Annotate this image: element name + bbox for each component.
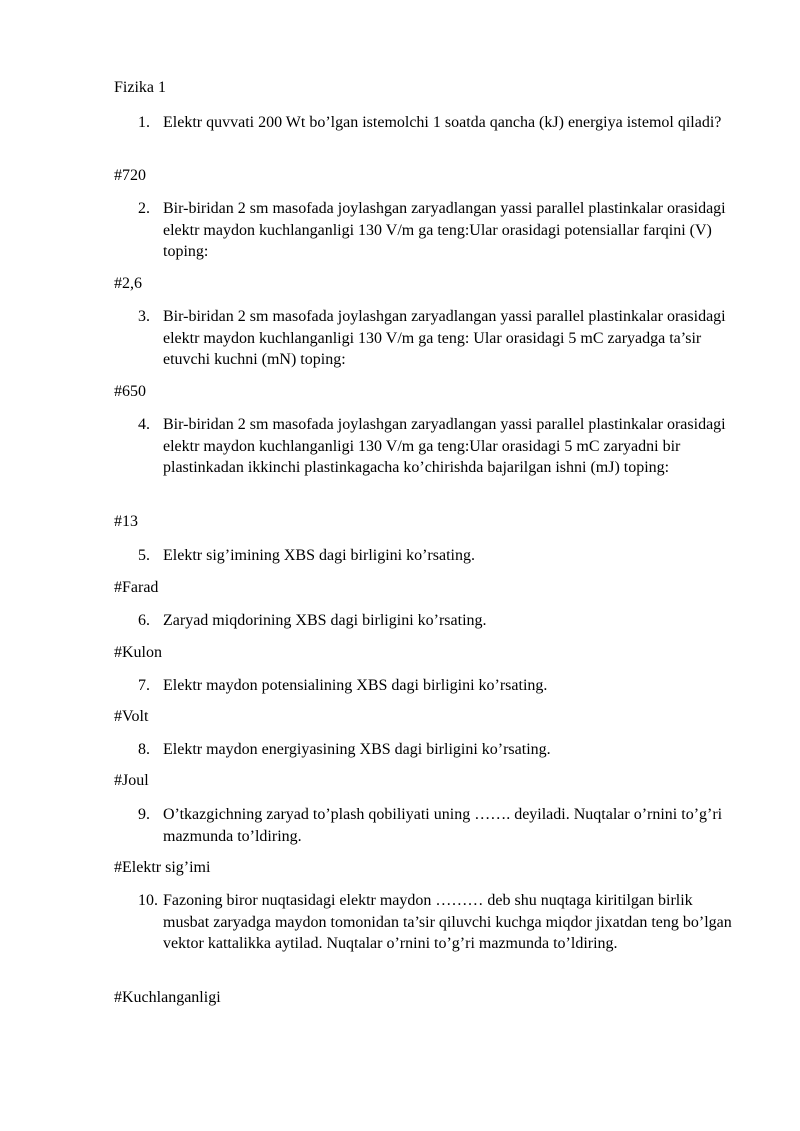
question-number: 6. (138, 612, 150, 629)
question-number: 2. (138, 200, 150, 217)
answer-text: #720 (114, 167, 146, 184)
answer-text: #Elektr sig’imi (114, 859, 211, 876)
answer-text: #Kulon (114, 644, 162, 661)
answer-text: #650 (114, 383, 146, 400)
question-item (138, 414, 738, 479)
question-text: Bir-biridan 2 sm masofada joylashgan zaryadlangan yassi parallel plastinkalar orasidagi elektr maydon kuchlanganligi 130 V/m ga teng: Ular orasidagi 5 mC zaryadga ta’sir etuvchi kuchni (mN) toping: (163, 308, 726, 368)
question-text: Zaryad miqdorining XBS dagi birligini ko’rsating. (163, 612, 487, 629)
answer-text: #Volt (114, 708, 149, 725)
question-item (138, 306, 738, 371)
question-item (138, 545, 738, 567)
question-item (138, 804, 738, 847)
document-title: Fizika 1 (114, 79, 166, 96)
question-number: 7. (138, 677, 150, 694)
question-number: 9. (138, 806, 150, 823)
answer-text: #Joul (114, 772, 149, 789)
question-item (138, 675, 738, 697)
question-item (138, 198, 738, 263)
question-item (138, 112, 738, 134)
answer-text: #Farad (114, 579, 159, 596)
question-number: 10. (138, 892, 158, 909)
question-text: O’tkazgichning zaryad to’plash qobiliyati uning ……. deyiladi. Nuqtalar o’rnini to’g’ri mazmunda to’ldiring. (163, 806, 723, 845)
question-text: Bir-biridan 2 sm masofada joylashgan zaryadlangan yassi parallel plastinkalar orasidagi elektr maydon kuchlanganligi 130 V/m ga teng:Ular orasidagi 5 mC zaryadni bir plastinkadan ikkinchi plastinkagacha ko’chirishda bajarilgan ishni (mJ) toping: (163, 416, 726, 476)
question-text: Elektr quvvati 200 Wt bo’lgan istemolchi 1 soatda qancha (kJ) energiya istemol qiladi? (163, 114, 722, 131)
answer-text: #13 (114, 513, 138, 530)
question-text: Elektr maydon potensialining XBS dagi birligini ko’rsating. (163, 677, 548, 694)
question-text: Elektr maydon energiyasining XBS dagi birligini ko’rsating. (163, 741, 551, 758)
question-number: 1. (138, 114, 150, 131)
answer-text: #2,6 (114, 275, 142, 292)
question-number: 3. (138, 308, 150, 325)
question-item (138, 890, 738, 955)
question-text: Fazoning biror nuqtasidagi elektr maydon ……… deb shu nuqtaga kiritilgan birlik musbat zaryadga maydon tomonidan ta’sir qiluvchi kuchga miqdor jixatdan teng bo’lgan vektor kattalikka aytilad. Nuqtalar o’rnini to’g’ri mazmunda to’ldiring. (163, 892, 732, 952)
question-item (138, 610, 738, 632)
question-number: 5. (138, 547, 150, 564)
question-item (138, 739, 738, 761)
question-text: Elektr sig’imining XBS dagi birligini ko’rsating. (163, 547, 475, 564)
question-number: 4. (138, 416, 150, 433)
question-text: Bir-biridan 2 sm masofada joylashgan zaryadlangan yassi parallel plastinkalar orasidagi elektr maydon kuchlanganligi 130 V/m ga teng:Ular orasidagi potensiallar farqini (V) toping: (163, 200, 726, 260)
answer-text: #Kuchlanganligi (114, 989, 221, 1006)
question-number: 8. (138, 741, 150, 758)
